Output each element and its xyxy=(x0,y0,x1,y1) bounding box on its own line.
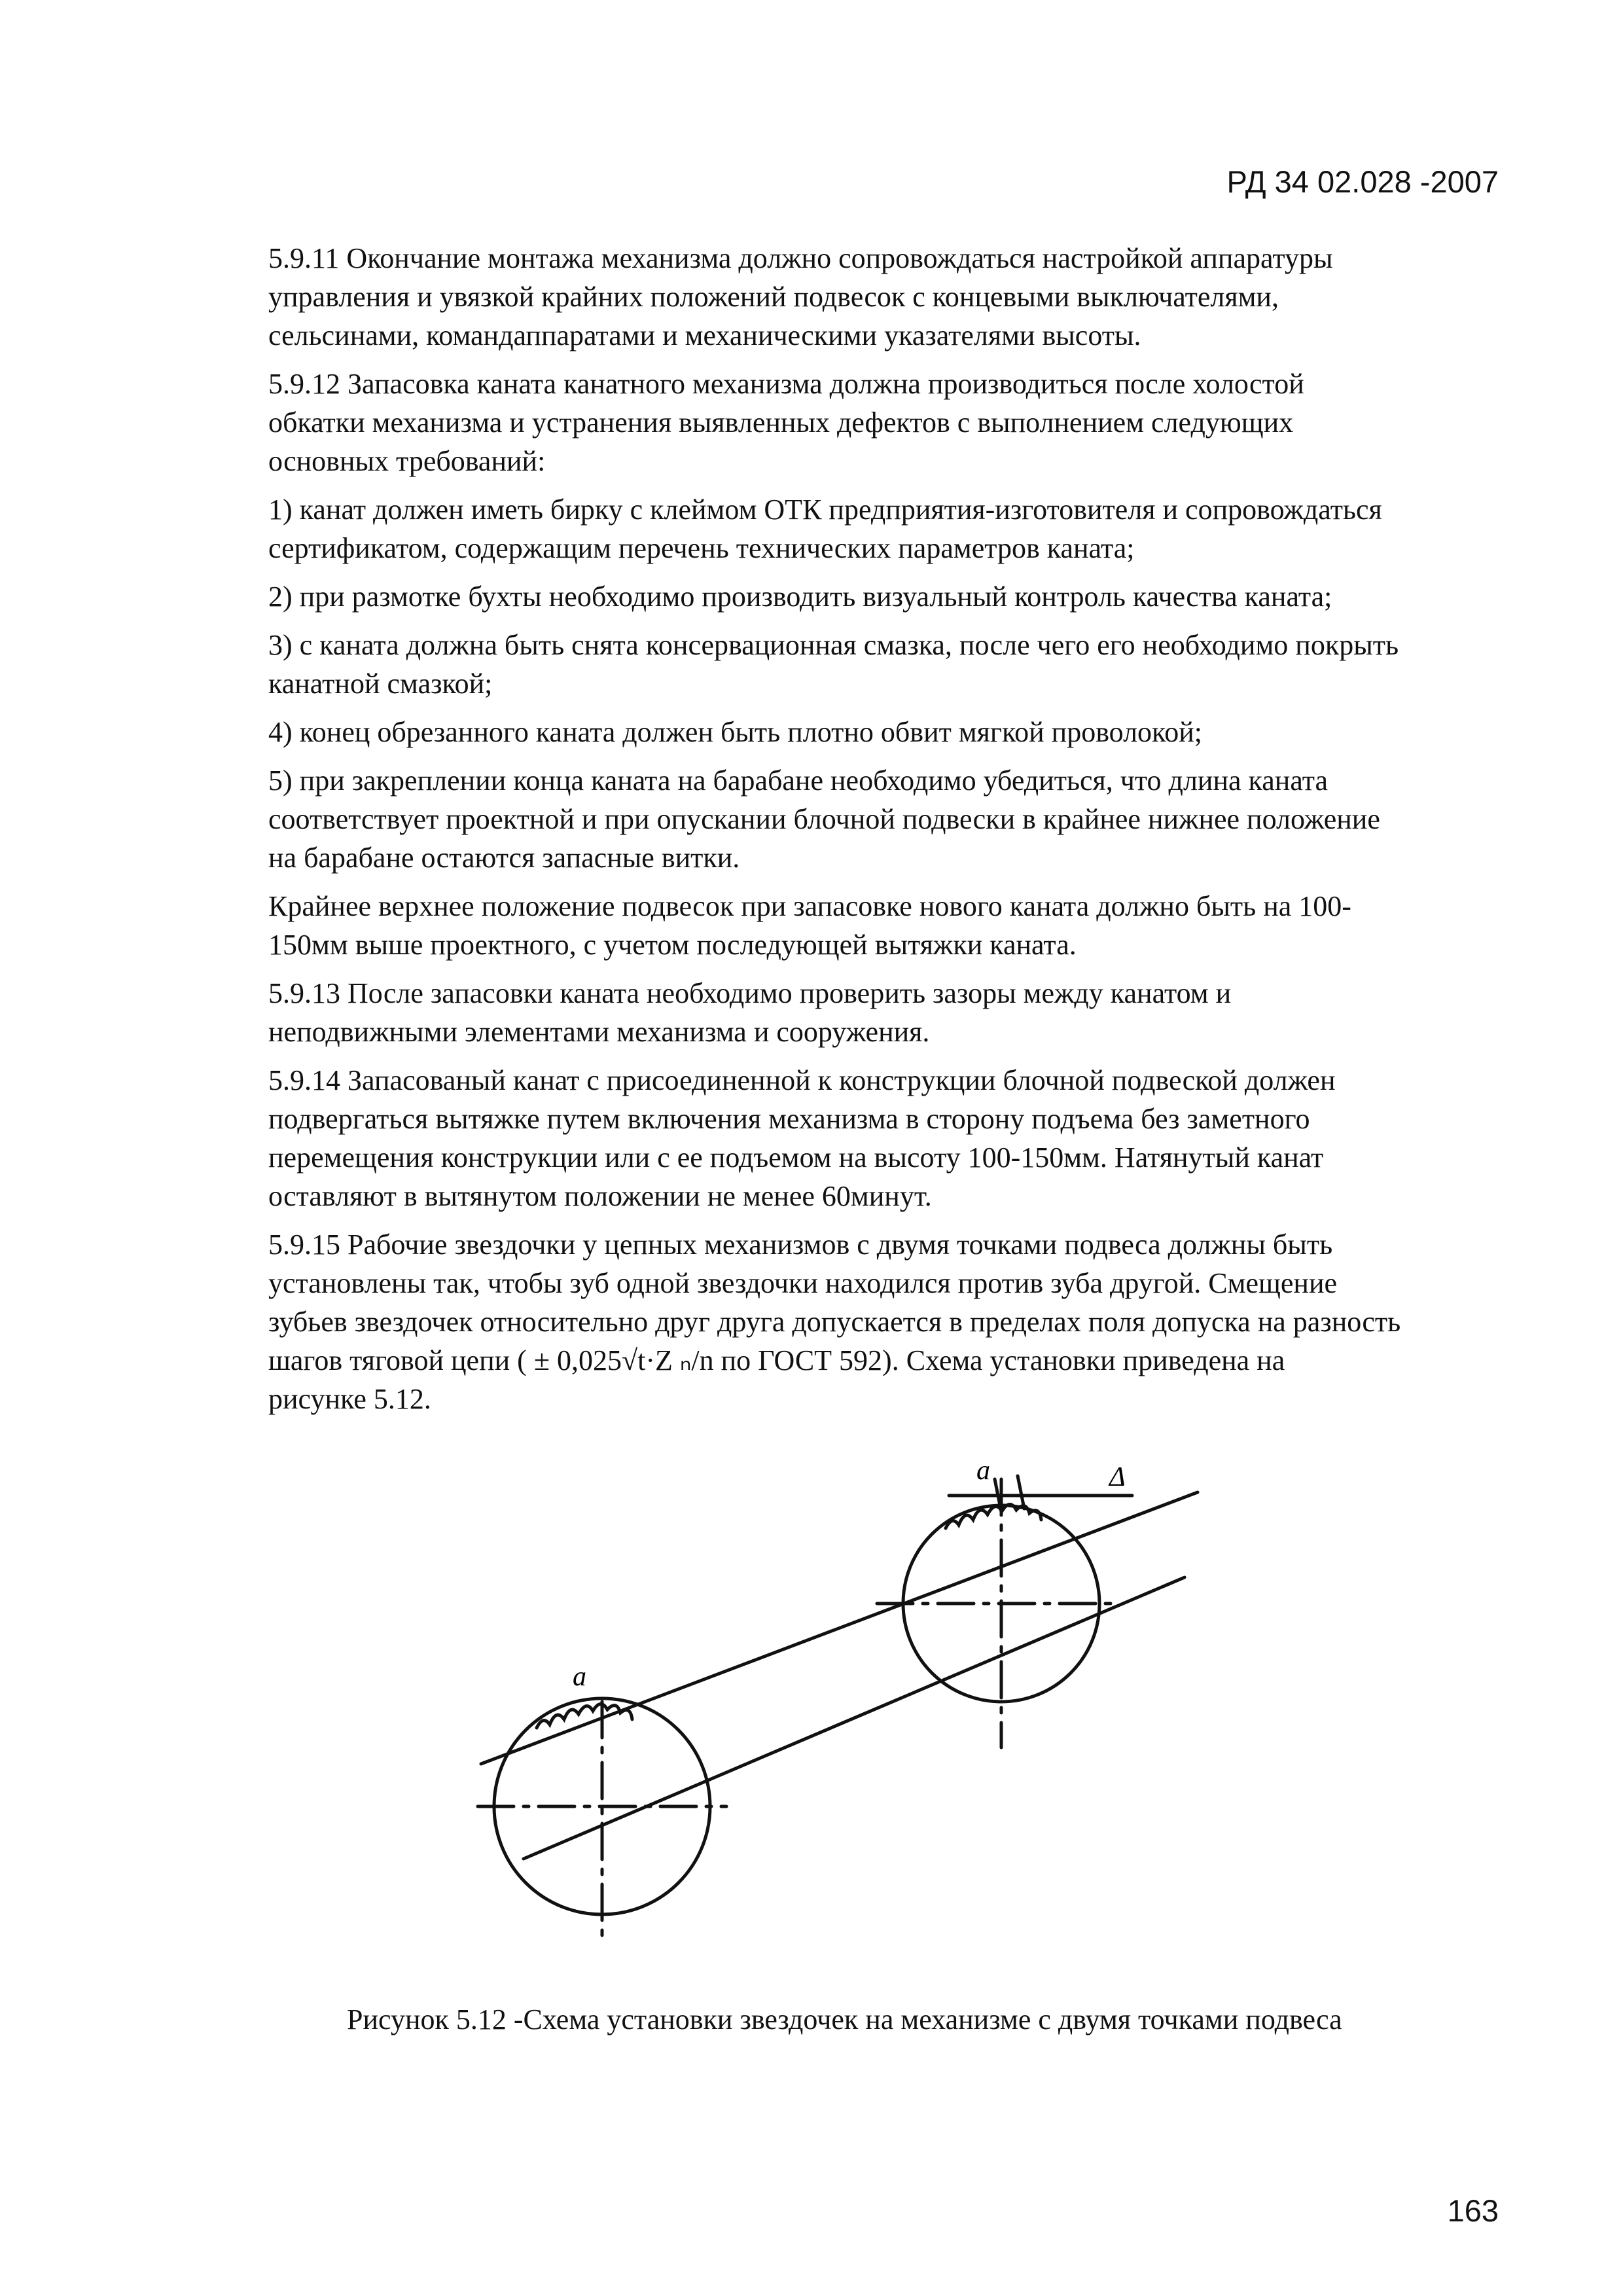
page-number: 163 xyxy=(1447,2193,1499,2228)
paragraph-5-9-13: 5.9.13 После запасовки каната необходимо проверить зазоры между канатом и неподвижными элементами механизма и сооружения. xyxy=(268,977,1232,1048)
paragraph-5-9-15: 5.9.15 Рабочие звездочки у цепных механизмов с двумя точками подвеса должны быть установлены так, чтобы зуб одной звездочки находился против зуба другой. Смещение зубьев звездочек относительно друг друга допускается в пределах поля допуска на разность шагов тяговой цепи ( ± 0,025√t·Z ₙ/n по ГОСТ 592). Схема установки приведена на рисунке 5.12. xyxy=(268,1229,1401,1415)
list-item-2: 2) при размотке бухты необходимо производить визуальный контроль качества каната; xyxy=(268,581,1332,613)
paragraph-upper-position: Крайнее верхнее положение подвесок при запасовке нового каната должно быть на 100- 150мм выше проектного, с учетом последующей вытяжки каната. xyxy=(268,890,1351,961)
body-text xyxy=(268,239,1512,1428)
list-item-5: 5) при закреплении конца каната на барабане необходимо убедиться, что длина каната соответствует проектной и при опускании блочной подвески в крайнее нижнее положение на барабане остаются запасные витки. xyxy=(268,764,1380,874)
upper-sprocket-teeth xyxy=(946,1504,1041,1528)
sprocket-installation-diagram xyxy=(425,1440,1243,1964)
figure-caption: Рисунок 5.12 -Схема установки звездочек на механизме с двумя точками подвеса xyxy=(347,2003,1342,2036)
chain-line-lower xyxy=(524,1577,1185,1859)
paragraph-5-9-14: 5.9.14 Запасованый канат с присоединенной к конструкции блочной подвеской должен подвергаться вытяжке путем включения механизма в сторону подъема без заметного перемещения конструкции или с ее подъемом на высоту 100-150мм. Натянутый канат оставляют в вытянутом положении не менее 60минут. xyxy=(268,1064,1336,1212)
label-a-top: a xyxy=(976,1456,990,1486)
list-item-3: 3) с каната должна быть снята консервационная смазка, после чего его необходимо покрыть канатной смазкой; xyxy=(268,629,1399,700)
label-a-bottom: a xyxy=(573,1662,586,1692)
delta-tick-right xyxy=(1018,1476,1024,1509)
paragraph-5-9-12: 5.9.12 Запасовка каната канатного механизма должна производиться после холостой обкатки механизма и устранения выявленных дефектов с выполнением следующих основных требований: xyxy=(268,368,1304,477)
document-code-header: РД 34 02.028 -2007 xyxy=(1226,164,1499,199)
paragraph-5-9-11: 5.9.11 Окончание монтажа механизма должно сопровождаться настройкой аппаратуры управления и увязкой крайних положений подвесок с концевыми выключателями, сельсинами, командаппаратами и механическими указателями высоты. xyxy=(268,242,1333,351)
list-item-1: 1) канат должен иметь бирку с клеймом ОТК предприятия-изготовителя и сопровождаться сертификатом, содержащим перечень технических параметров каната; xyxy=(268,493,1382,564)
label-delta: Δ xyxy=(1109,1462,1126,1492)
list-item-4: 4) конец обрезанного каната должен быть плотно обвит мягкой проволокой; xyxy=(268,716,1202,748)
